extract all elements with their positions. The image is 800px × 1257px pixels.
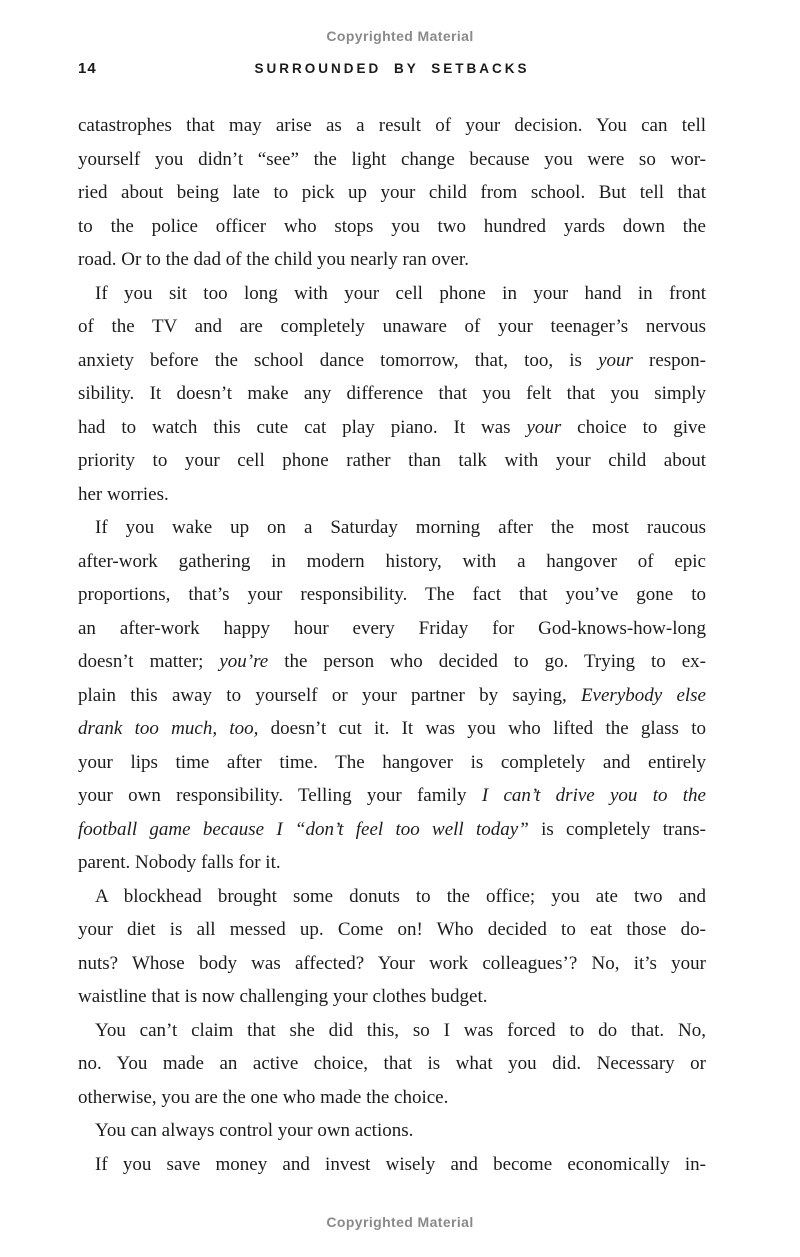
paragraph [78,511,706,880]
regular-text: doesn’t cut it. It was you who lifted the glass to [258,718,706,739]
regular-text: A blockhead brought some donuts to the office; you ate two and [95,885,706,907]
regular-text: after-work gathering in modern history, with a hangover of epic [78,550,706,572]
text-line [78,1114,706,1148]
text-line [78,746,706,780]
text-line [78,310,706,344]
text-line [78,679,706,713]
text-line [78,578,706,612]
regular-text: no. You made an active choice, that is what you did. Necessary or [78,1053,706,1074]
regular-text: You can always control your own actions. [95,1120,414,1141]
paragraph [78,1148,706,1182]
text-line [78,612,706,646]
regular-text: proportions, that’s your responsibility. The fact that you’ve gone to [78,584,706,605]
text-line [78,344,706,378]
paragraph [78,1014,706,1115]
text-line [78,478,706,512]
regular-text: If you save money and invest wisely and become economically in- [95,1153,706,1175]
regular-text: had to watch this cute cat play piano. It was [78,416,527,438]
text-line [78,109,706,143]
text-line [78,779,706,813]
regular-text: your diet is all messed up. Come on! Who decided to eat those do- [78,919,706,940]
running-header-title: SURROUNDED BY SETBACKS [254,61,530,76]
copyright-notice-bottom: Copyrighted Material [326,1214,474,1230]
text-line [78,511,706,545]
text-line [78,411,706,445]
text-line [78,1081,706,1115]
regular-text: road. Or to the dad of the child you nearly ran over. [78,249,469,270]
text-line [78,1148,706,1182]
text-line [78,712,706,746]
text-line [78,880,706,914]
running-header [78,59,706,79]
copyright-notice-top: Copyrighted Material [326,28,474,44]
italic-text: your [598,349,633,371]
regular-text: parent. Nobody falls for it. [78,852,281,873]
regular-text: choice to give [561,416,706,438]
page-number: 14 [78,60,97,77]
text-line [78,243,706,277]
regular-text: anxiety before the school dance tomorrow, that, too, is [78,349,599,371]
regular-text: your lips time after time. The hangover is completely and entirely [78,751,706,773]
regular-text: otherwise, you are the one who made the choice. [78,1086,449,1108]
text-line [78,846,706,880]
regular-text: nuts? Whose body was affected? Your work colleagues’? No, it’s your [78,952,706,974]
text-line [78,444,706,478]
text-line [78,645,706,679]
italic-text: Everybody else [580,684,706,706]
regular-text: You can’t claim that she did this, so I was forced to do that. No, [95,1019,706,1041]
text-line [78,377,706,411]
regular-text: of the TV and are completely unaware of your teenager’s nervous [78,316,706,337]
regular-text: sibility. It doesn’t make any difference that you felt that you simply [78,383,706,404]
text-line [78,913,706,947]
regular-text: the person who decided to go. Trying to ex- [268,651,706,672]
regular-text: If you sit too long with your cell phone in your hand in front [95,282,706,304]
text-line [78,1047,706,1081]
regular-text: to the police officer who stops you two hundred yards down the [78,215,706,237]
regular-text: ried about being late to pick up your child from school. But tell that [78,182,706,203]
paragraph [78,1114,706,1148]
regular-text: is completely trans- [528,818,706,840]
text-line [78,277,706,311]
regular-text: priority to your cell phone rather than talk with your child about [78,450,706,471]
regular-text: If you wake up on a Saturday morning after the most raucous [95,517,706,538]
italic-text: football game because I “don’t feel too well today” [78,818,529,840]
regular-text: an after-work happy hour every Friday for God-knows-how-long [78,617,706,639]
italic-text: drank too much, too, [78,718,259,739]
text-line [78,210,706,244]
italic-text: your [526,416,562,438]
text-line [78,980,706,1014]
italic-text: you’re [219,651,269,672]
regular-text: catastrophes that may arise as a result of your decision. You can tell [78,115,706,136]
regular-text: waistline that is now challenging your clothes budget. [78,986,488,1007]
paragraph [78,109,706,277]
text-line [78,545,706,579]
regular-text: yourself you didn’t “see” the light change because you were so wor- [78,148,706,170]
regular-text: plain this away to yourself or your partner by saying, [78,684,581,706]
text-line [78,947,706,981]
text-line [78,1014,706,1048]
body-text [78,109,706,1181]
italic-text: I can’t drive you to the [481,785,706,806]
paragraph [78,880,706,1014]
text-line [78,176,706,210]
regular-text: respon- [632,349,707,371]
text-line [78,813,706,847]
paragraph [78,277,706,512]
regular-text: your own responsibility. Telling your family [78,785,482,806]
text-line [78,143,706,177]
regular-text: her worries. [78,483,169,505]
regular-text: doesn’t matter; [78,651,220,672]
